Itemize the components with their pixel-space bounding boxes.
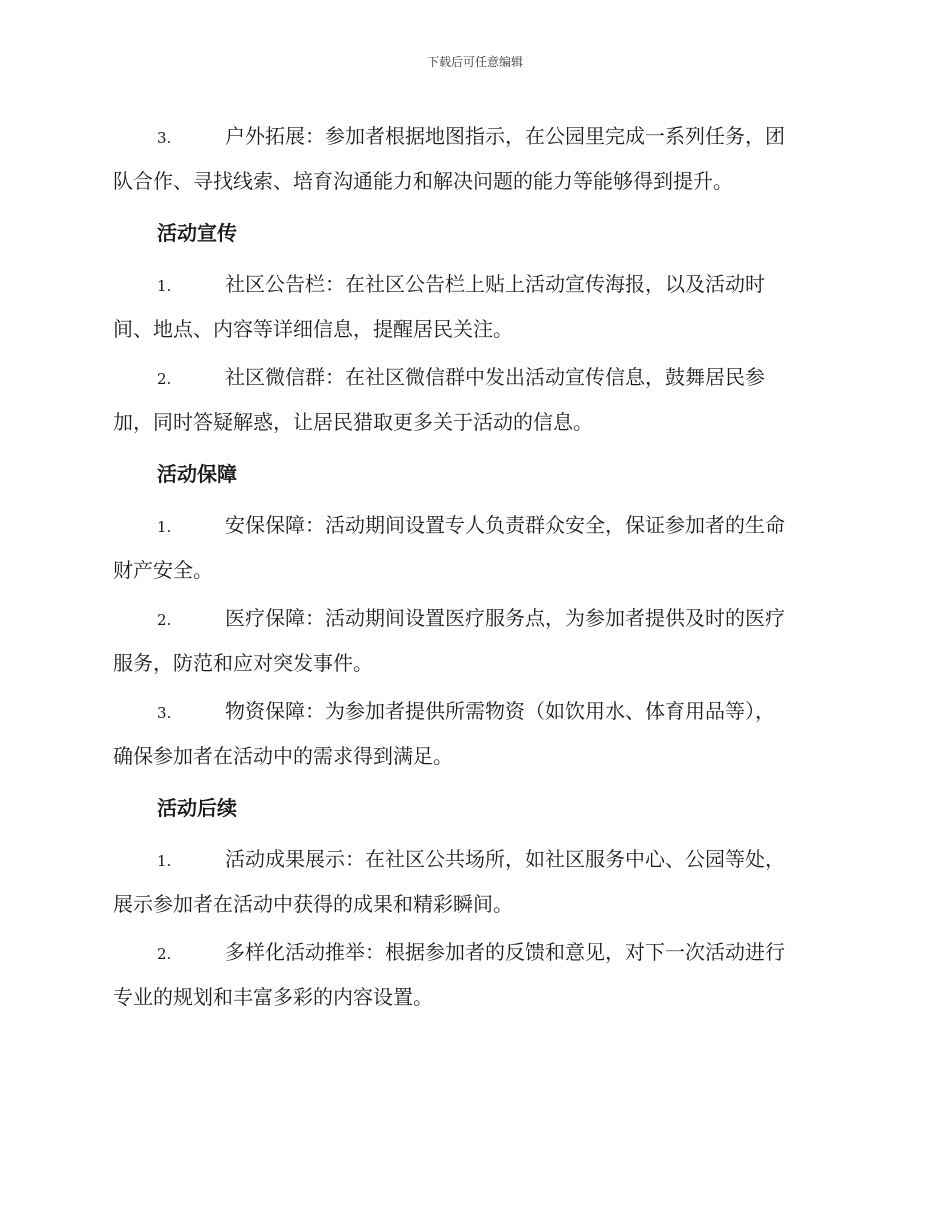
item-text-line2: 队合作、寻找线索、培育沟通能力和解决问题的能力等能够得到提升。 <box>113 169 733 193</box>
list-item <box>113 597 837 685</box>
item-number: 2. <box>157 611 172 629</box>
item-text-line2: 确保参加者在活动中的需求得到满足。 <box>113 744 453 768</box>
item-text-line1: 物资保障：为参加者提供所需物资（如饮用水、体育用品等）， <box>225 699 775 723</box>
item-text-line1: 户外拓展：参加者根据地图指示，在公园里完成一系列任务，团 <box>225 124 785 148</box>
item-text-line2: 间、地点、内容等详细信息，提醒居民关注。 <box>113 317 513 341</box>
item-text-line2: 加，同时答疑解惑，让居民猎取更多关于活动的信息。 <box>113 410 593 434</box>
section-heading: 活动宣传 <box>157 221 237 245</box>
item-number: 1. <box>157 852 172 870</box>
section-heading: 活动后续 <box>157 796 237 820</box>
item-text-line1: 活动成果展示：在社区公共场所，如社区服务中心、公园等处， <box>225 847 785 871</box>
item-text-line1: 社区微信群：在社区微信群中发出活动宣传信息，鼓舞居民参 <box>225 365 765 389</box>
item-text-line1: 医疗保障：活动期间设置医疗服务点，为参加者提供及时的医疗 <box>225 606 785 630</box>
list-item <box>113 838 837 926</box>
item-text-line2: 专业的规划和丰富多彩的内容设置。 <box>113 985 433 1009</box>
item-number: 2. <box>157 945 172 963</box>
list-item <box>113 263 837 351</box>
list-item <box>113 356 837 444</box>
document-body <box>113 110 837 1024</box>
item-text-line1: 安保保障：活动期间设置专人负责群众安全，保证参加者的生命 <box>225 513 785 537</box>
item-text-line1: 社区公告栏：在社区公告栏上贴上活动宣传海报，以及活动时 <box>225 272 765 296</box>
list-item <box>113 504 837 592</box>
list-item <box>113 115 837 203</box>
item-text-line2: 服务，防范和应对突发事件。 <box>113 651 373 675</box>
item-number: 1. <box>157 277 172 295</box>
section-heading: 活动保障 <box>157 462 237 486</box>
list-item <box>113 931 837 1019</box>
item-number: 1. <box>157 518 172 536</box>
item-text-line1: 多样化活动推举：根据参加者的反馈和意见，对下一次活动进行 <box>225 940 785 964</box>
page-header: 下载后可任意编辑 <box>426 55 523 69</box>
item-number: 2. <box>157 370 172 388</box>
item-text-line2: 展示参加者在活动中获得的成果和精彩瞬间。 <box>113 892 513 916</box>
item-text-line2: 财产安全。 <box>113 558 213 582</box>
item-number: 3. <box>157 129 172 147</box>
list-item <box>113 690 837 778</box>
item-number: 3. <box>157 704 172 722</box>
